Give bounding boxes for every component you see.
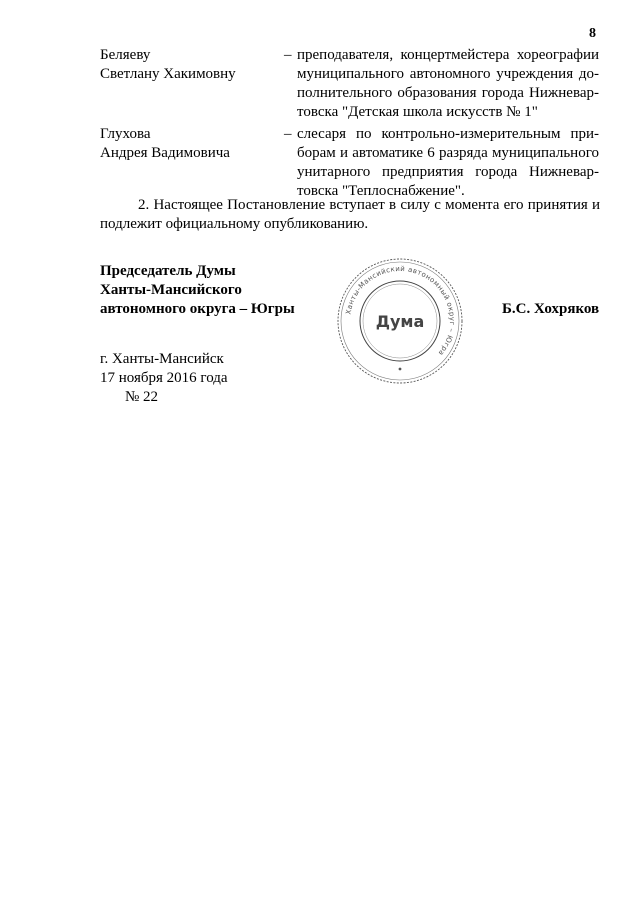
- date: 17 ноября 2016 года: [100, 370, 228, 386]
- entry-dash: –: [284, 126, 292, 142]
- page-number: 8: [589, 26, 596, 41]
- place: г. Ханты-Мансийск: [100, 351, 224, 367]
- appointee-position: преподавателя, концертмейстера хореографии муниципального автономного учреждения до- полнительного образования города Нижневар- товска "Детская школа искусств № 1": [297, 47, 599, 120]
- effective-date-paragraph: 2. Настоящее Постановление вступает в силу с момента его принятия и подлежит официальному опубликованию.: [100, 197, 600, 232]
- entry-dash: –: [284, 47, 292, 63]
- seal-center-text: Дума: [375, 312, 425, 331]
- official-seal-stamp: [335, 256, 465, 386]
- appointee-name: Глухова Андрея Вадимовича: [100, 126, 230, 161]
- appointee-name: Беляеву Светлану Хакимовну: [100, 47, 236, 82]
- place-date-number: [100, 350, 228, 407]
- appointee-position: слесаря по контрольно-измерительным при- борам и автоматике 6 разряда муниципального унитарного предприятия города Нижневар- товска "Теплоснабжение".: [297, 126, 599, 199]
- document-number: № 22: [125, 389, 159, 405]
- signatory-title: Председатель Думы Ханты-Мансийского автономного округа – Югры: [100, 263, 295, 317]
- seal-ring-text: Ханты-Мансийский автономный округ – Югра: [344, 264, 457, 358]
- signatory-name: Б.С. Хохряков: [502, 301, 600, 317]
